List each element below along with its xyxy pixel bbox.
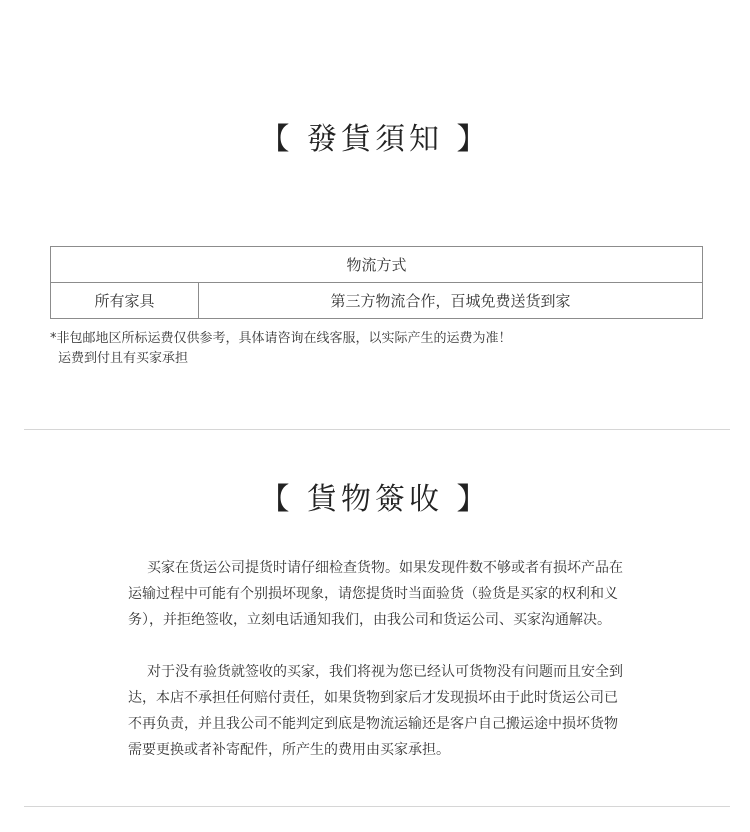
paragraph-line: 务），并拒绝签收，立刻电话通知我们，由我公司和货运公司、买家沟通解决。 [128,612,611,628]
shipping-method-table [50,246,703,319]
shipping-notice-title: 【 發貨須知 】 [259,122,491,157]
paragraph-line: 对于没有验货就签收的买家，我们将视为您已经认可货物没有问题而且安全到 [147,664,623,680]
table-cell-category: 所有家具 [51,283,199,319]
inspection-paragraph [128,555,628,633]
paragraph-line: 不再负责，并且我公司不能判定到底是物流运输还是客户自己搬运途中损坏货物 [128,716,618,732]
table-cell-method: 第三方物流合作，百城免费送货到家 [199,283,703,319]
section-divider [24,806,730,807]
freight-collect-note: 运费到付且有买家承担 [58,351,189,366]
table-row [51,283,703,319]
paragraph-line: 买家在货运公司提货时请仔细检查货物。如果发现件数不够或者有损坏产品在 [147,560,623,576]
paragraph-line: 达，本店不承担任何赔付责任，如果货物到家后才发现损坏由于此时货运公司已 [128,690,618,706]
shipping-fee-note: *非包邮地区所标运费仅供参考，具体请咨询在线客服，以实际产生的运费为准！ [50,331,512,346]
receipt-notice-title: 【 貨物簽收 】 [259,482,491,517]
paragraph-line: 运输过程中可能有个别损坏现象，请您提货时当面验货（验货是买家的权利和义 [128,586,618,602]
paragraph-line: 需要更换或者补寄配件，所产生的费用由买家承担。 [128,742,450,758]
table-header-cell: 物流方式 [51,247,703,283]
table-header-row [51,247,703,283]
section-divider [24,429,730,430]
liability-paragraph [128,659,628,763]
